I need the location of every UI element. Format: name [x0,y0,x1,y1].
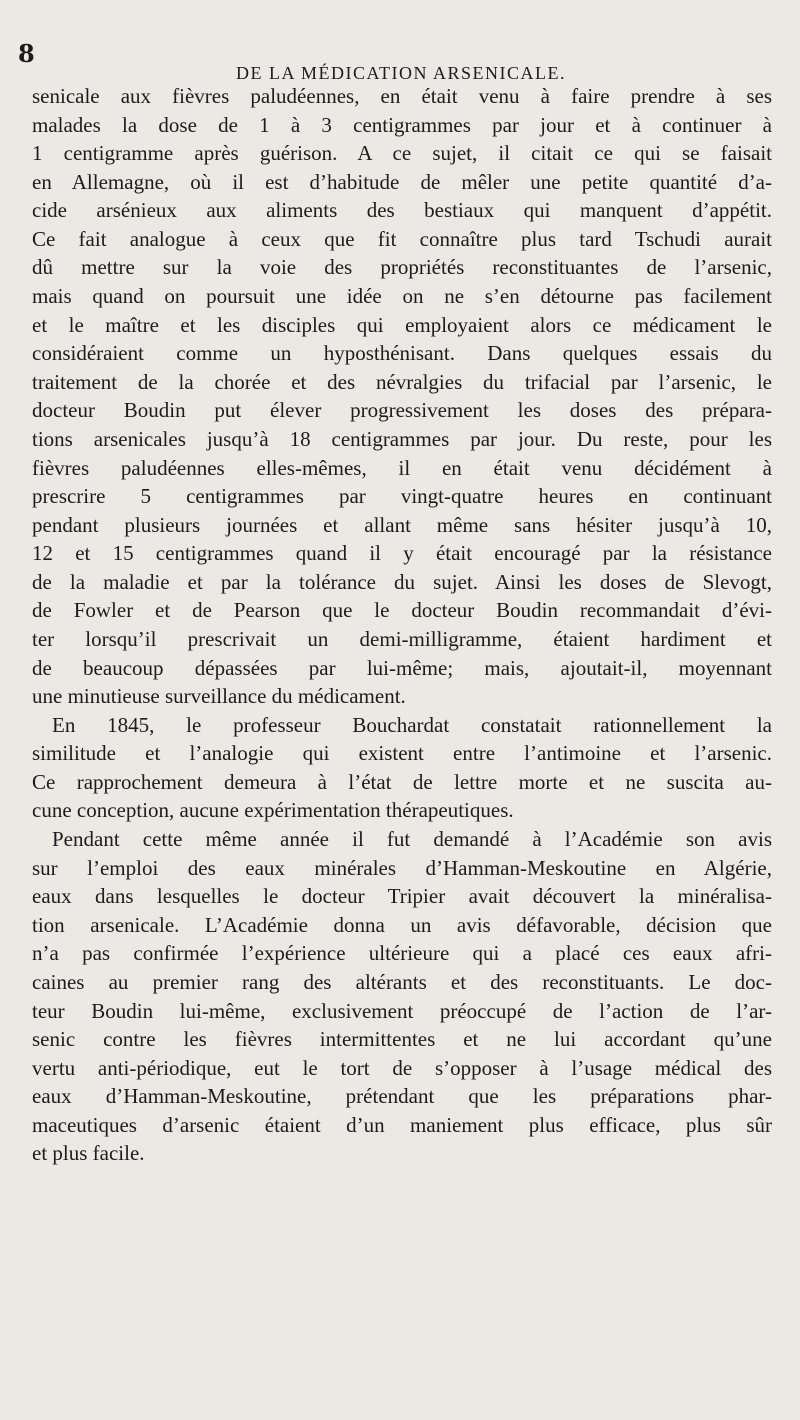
text-line: senic contre les fièvres intermittentes et ne lui accordant qu’une [32,1027,772,1052]
text-line: prescrire 5 centigrammes par vingt-quatre heures en continuant [32,484,772,509]
text-line: docteur Boudin put élever progressivement les doses des prépara- [32,398,772,423]
running-title: DE LA MÉDICATION ARSENICALE. [236,63,566,83]
text-line: n’a pas confirmée l’expérience ultérieure qui a placé ces eaux afri- [32,941,772,966]
text-line: malades la dose de 1 à 3 centigrammes par jour et à continuer à [32,112,772,137]
text-line: vertu anti-périodique, eut le tort de s’opposer à l’usage médical des [32,1055,772,1080]
text-line: 12 et 15 centigrammes quand il y était encouragé par la résistance [32,541,772,566]
text-line: une minutieuse surveillance du médicament. [32,684,406,709]
text-line: eaux dans lesquelles le docteur Tripier avait découvert la minéralisa- [32,884,772,909]
text-line: eaux d’Hamman-Meskoutine, prétendant que les préparations phar- [32,1084,772,1109]
text-line: et plus facile. [32,1141,145,1166]
text-line: ter lorsqu’il prescrivait un demi-milligramme, étaient hardiment et [32,626,772,651]
text-line: pendant plusieurs journées et allant même sans hésiter jusqu’à 10, [32,512,772,537]
text-line: considéraient comme un hyposthénisant. Dans quelques essais du [32,341,772,366]
text-line: cide arsénieux aux aliments des bestiaux qui manquent d’appétit. [32,198,772,223]
running-head [18,39,784,83]
paragraph-first-line: Pendant cette même année il fut demandé à l’Académie son avis [52,827,772,852]
text-line: de la maladie et par la tolérance du sujet. Ainsi les doses de Slevogt, [32,569,772,594]
text-line: de beaucoup dépassées par lui-même; mais, ajoutait-il, moyennant [32,655,772,680]
body-text [32,82,772,1168]
text-line: Ce rapprochement demeura à l’état de lettre morte et ne suscita au- [32,769,772,794]
text-line: en Allemagne, où il est d’habitude de mêler une petite quantité d’a- [32,169,772,194]
text-line: dû mettre sur la voie des propriétés reconstituantes de l’arsenic, [32,255,772,280]
text-line: et le maître et les disciples qui employaient alors ce médicament le [32,312,772,337]
text-line: fièvres paludéennes elles-mêmes, il en était venu décidément à [32,455,772,480]
text-line: mais quand on poursuit une idée on ne s’en détourne pas facilement [32,284,772,309]
text-line: traitement de la chorée et des névralgies du trifacial par l’arsenic, le [32,369,772,394]
text-line: maceutiques d’arsenic étaient d’un maniement plus efficace, plus sûr [32,1112,772,1137]
text-line: Ce fait analogue à ceux que fit connaître plus tard Tschudi aurait [32,226,772,251]
text-line: similitude et l’analogie qui existent entre l’antimoine et l’arsenic. [32,741,772,766]
text-line: sur l’emploi des eaux minérales d’Hamman-Meskoutine en Algérie, [32,855,772,880]
text-line: tion arsenicale. L’Académie donna un avis défavorable, décision que [32,912,772,937]
text-line: cune conception, aucune expérimentation thérapeutiques. [32,798,514,823]
text-line: 1 centigramme après guérison. A ce sujet, il citait ce qui se faisait [32,141,772,166]
text-line: teur Boudin lui-même, exclusivement préoccupé de l’action de l’ar- [32,998,772,1023]
text-line: senicale aux fièvres paludéennes, en était venu à faire prendre à ses [32,84,772,108]
text-line: tions arsenicales jusqu’à 18 centigrammes par jour. Du reste, pour les [32,426,772,451]
paragraph-first-line: En 1845, le professeur Bouchardat constatait rationnellement la [52,712,772,737]
text-line: caines au premier rang des altérants et des reconstituants. Le doc- [32,969,772,994]
text-line: de Fowler et de Pearson que le docteur Boudin recommandait d’évi- [32,598,772,623]
page-number: 8 [18,39,35,68]
